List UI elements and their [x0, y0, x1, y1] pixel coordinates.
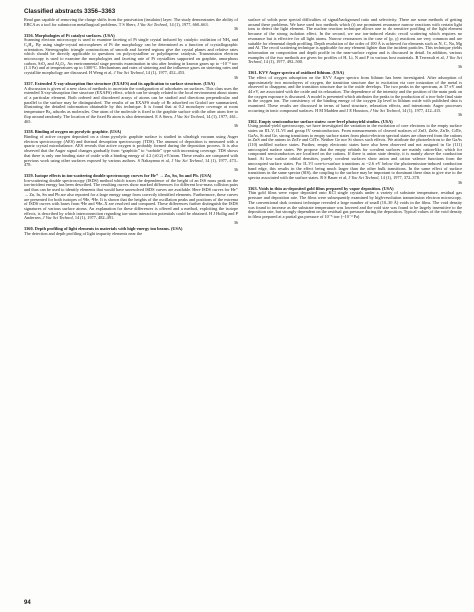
abstract-section-number: 36 — [233, 166, 238, 172]
abstract-text: Binding of active oxygen deposited on a clean pyrolytic graphite surface is studied in ultrahigh vacuum using Auger electron spectroscopy (AES) and thermal desorption spectroscopy (TDS). The amount of deposition is measured with a quartz crystal microbalance. AES reveals that active oxygen is probably formed during the deposition process. It is also observed that the Auger signal changes gradually from “graphitic” to “carbide” type with increasing coverage. TDS shows that there is only one binding state of oxide with a binding energy of 4.2 (±0.2) eV/atom. These results are compared with previous work using other surfaces exposed by various authors. — [24, 134, 238, 163]
abstract-journal: J Vac Sci Technol, — [173, 113, 206, 119]
abstract-text: Scanning electron microscopy is used to examine faceting of Pt single crystal induced by catalytic oxidation of NH₃ and C₂H₄. By using single-crystal microspheres of Pt the morphology can be determined as a function of crystallographic orientation. Stereographic triangle constructions of smooth and faceted regions give the crystal planes and relative rates which should be directly applicable to questions on polycrystalline or polydisperse catalysts. Transmission electron microscopy is used to examine the morphologies and faceting rate of Pt crystallites supported on graphite, amorphous carbon, SiO₂ and Al₂O₃. An environmental stage permits examination in situ after heating in known gases up to ~10⁻³ torr (1.3 Pa) and at temperatures up to 1300°C. Mechanisms and rates of sintering and the influence gases on sintering rates and crystallite morphology are discussed. — [24, 37, 238, 76]
abstract-journal: J Vac Sci Technol, — [113, 70, 145, 76]
abstract-authors: E A Stern, — [155, 113, 173, 119]
abstract-citation: 14 (1), 1977, 492–500. — [263, 59, 303, 65]
abstract-title: 3356. Morphologies of Pt catalyst surfaces. (USA) — [24, 32, 115, 38]
abstract-text: Thin gold films were vapor deposited onto KCl single crystals under a variety of substrate temperature, residual gas pressure and deposition rate. The films were subsequently examined by high-resolution transmission electron microscopy. The conventional dark contrast technique revealed a large number of small (10–30 Å) voids in the films. The void density was found to increase as the substrate temperature was lowered and the void size was found to be largely insensitive to the deposition rate, but strongly dependent on the residual gas pressure during the deposition. Typical values of the void density in films prepared at a partial gas pressure of 10⁻⁵ torr (~10⁻³ Pa) — [248, 190, 462, 219]
abstract-citation: 14 (1), 1977, 473–478. — [24, 157, 239, 168]
abstract-entry — [248, 18, 462, 70]
abstract-entry — [248, 187, 462, 220]
abstract-entry — [24, 227, 238, 236]
abstract-entry — [24, 82, 238, 129]
abstract-authors: S Nakayama et al, — [137, 157, 170, 163]
abstract-text: Ion-scattering double spectroscopy (ISDS) method which traces the dependence of the height of an ISS mass peak on the ion-incident energy has been described. The resulting curves show marked differences for different low-mass collision pairs and thus can be used to identify elements that would have unresolved ISDS curves are available. Here ISDS curves for He⁺ → Zn, In, Sn and Pb are also reported for a large energy range from correctly identified elements. Furthermore, these curves are presented for both isotopes of ³He, ⁴He. It is shown that the heights of the oscillation peaks and positions of the extrema of ISDS curves with bases from ³He and ⁴He–X are resolved and compared. These differences further distinguish the ISDS signatures of various surface atoms. An explanation for these differences is offered and a method, exploiting the isotope effects, is described by which interconnection regarding ion-atom interaction potentials could be obtained. — [24, 177, 238, 216]
abstract-journal: J Vac Sci Technol, — [248, 54, 462, 65]
abstract-text: The effect of oxygen adsorption on the KVV Auger spectra from lithium has been investigated. After adsorption of approximately two monolayers of oxygen, the transition structure due to excitation via core ionization of the metal is observed to disappear, and the transition structure due to the oxide develops. The two peaks in the spectrum, at 37 eV and 44 eV, are associated with the oxide and its relaxation. The dependence of the intensity and the position of the main peak on the oxygen exposure is discussed. A model is presented which attributes the peaks to the production of a two-hole final state in the oxygen ion. The consistency of the binding energy of the oxygen 2p level in lithium oxide with published data is examined. These results are discussed in terms of band structure, relaxation effects, and interatomic Auger processes occurring in ionic compound surfaces. — [248, 74, 462, 113]
abstract-citation: 14 (1), 1977, 482–491. — [74, 215, 115, 221]
abstract-entry — [24, 34, 238, 81]
abstract-title: 3363. Voids in thin as-deposited gold films prepared by vapor deposition. (USA) — [248, 185, 394, 191]
abstract-entry — [24, 18, 238, 32]
columns — [24, 18, 462, 238]
left-column — [24, 18, 238, 238]
abstract-section-number: 36 — [233, 26, 238, 32]
abstract-authors: H Weng et al, — [89, 70, 113, 76]
page-header: Classified abstracts 3356–3363 — [24, 8, 116, 15]
abstract-authors: B Terreault et al, — [415, 54, 445, 60]
abstract-entry — [248, 71, 462, 118]
abstract-body — [248, 76, 462, 114]
page-number: 94 — [24, 600, 31, 606]
abstract-body — [24, 232, 238, 237]
abstract-entry — [24, 130, 238, 172]
abstract-entry — [248, 120, 462, 186]
abstract-section-number: 36 — [233, 220, 238, 226]
abstract-journal: J Vac Sci Technol, — [171, 157, 204, 163]
abstract-authors: R S Bauer et al, — [320, 174, 348, 180]
abstract-journal: J Vac Sci Technol, — [348, 174, 380, 180]
abstract-body — [24, 38, 238, 76]
abstract-section-number: 36 — [457, 112, 462, 118]
abstract-authors: T S Sherr, — [118, 21, 137, 27]
abstract-title: 3358. Binding of oxygen on pyrolytic graphite. (USA) — [24, 129, 122, 135]
abstract-journal: J Vac Sci Technol, — [369, 107, 401, 113]
abstract-title: 3360. Depth profiling of light elements in materials with high-energy ion beams. (USA) — [24, 226, 183, 232]
abstract-body — [24, 135, 238, 168]
abstract-journal: J Vac Sci Technol, — [42, 215, 74, 221]
abstract-text: A discussion is given of a new class of methods to ascertain the configuration of adsorbates on surfaces. This class uses the extended X-ray-absorption fine structure (EXAFS) effect, which can be simply related to the local environment about atoms of a particular element. Both ordered and disordered arrays of atoms can be studied and directions perpendicular and parallel to the surface may be distinguished. The results of an EXAFS study of Br adsorbed on Grafoil are summarized, illustrating the detailed information obtainable by this technique. It is found that at 0.2 monolayer coverage at room temperature Br₂ adsorbs as molecules. One atom of the molecule is fixed to the graphite surface with the other atom free to flop around randomly. The location of the fixed Br atom is also determined. — [24, 85, 238, 119]
abstract-title: 3361. KVV Auger spectra of oxidized lithium. (USA) — [248, 70, 344, 76]
abstract-title: 3357. Extended X-ray-absorption fine structure (EXAFS) and its application to surface structure. (USA) — [24, 80, 215, 86]
abstract-body — [248, 191, 462, 219]
abstract-authors: H M Madden and J E Houston, — [315, 107, 369, 113]
abstract-text: Using partial-yield spectroscopy, we have investigated the variation in the excitation of core electrons to the empty surface states on III–V, II–VI and group IV semiconductors. From measurements of cleaved surfaces of ZnO, ZnSe, ZnTe, CdTe, GaAs, Si and Ge, strong transitions to empty surface states from photo-electron spectral states are observed from the cations in ZnS and the anions in ZnTe and CdTe. Neither Ge nor Si shows such effects. We attribute the photoelectron to the GaAs (110) unfilled surface states. Further, empty electronic states have also been observed and not assigned in Ge (111) unoccupied surface states. We propose that the empty orbitals for covalent surfaces are mainly cation-like, which for compound semiconductors are localized on the cations. If there is anion state density, it is mainly above the conduction band. At low surface orbital densities, purely covalent surfaces show anion and cation valence functions from the unoccupied surface states. For II–VI core-to-surface transitions at ~2.6 eV below the photoemission-induced conduction band edge, this results in the effect being much larger than the other bulk transitions. In the same effect of surface transitions in the same spectra (SIS), the coupling to the surface may be important to dominant these data to give rise to the spectra associated with the surface states. — [248, 123, 462, 180]
abstract-title: 3362. Empty semiconductor surface states: core-level photoyield studies. (USA) — [248, 118, 393, 124]
abstract-text: surface of solids pose special difficulties of signal/background ratio and selectivity. There are some methods of getting around these problems. We have used two methods which (i) use prominent resonance narrow reactions with certain light ions to detect the light element. The nuclear reaction technique allows one to do sensitive profiling of the light element because of the strong isolation effect. In the second, we use ion-induced elastic recoil scattering which requires no resonance but is effective for all light atoms. Narrow resonances in the case of (p, γ) reactions are very common and are suitable for elemental depth profiling. Depth resolution of the order of 100 Å is achieved for elements such as N, C, Na, Mg and Al. The recoil scattering technique is applicable for any element lighter than the incident particles. This technique yields information on composition and depth profile in the near-surface region and is discussed in detail. In addition, various examples of the two methods are given for profiles of H, Li, N and F in various host materials. — [248, 17, 462, 60]
abstract-citation: 14 (1), 1977, 412–415. — [401, 107, 442, 113]
abstract-journal: J Vac Sci Technol, — [137, 21, 169, 27]
abstract-citation: 14 (1), 1977, 660–663. — [169, 21, 209, 27]
abstract-citation: 14 (1), 1977, 452–453. — [145, 70, 186, 76]
abstract-body — [248, 124, 462, 180]
abstract-citation: 14 (1), 1977, 372–378. — [380, 174, 420, 180]
right-column — [248, 18, 462, 238]
abstract-citation: 14 (1), 1977, 461–465. — [24, 113, 239, 124]
abstract-section-number: 36 — [457, 179, 462, 185]
abstract-text: Read gun capable of removing the charge shifts from the passivation (insulator) layer. The study demonstrates the ability of EBCA as a tool for submicron metallurgical problems. — [24, 17, 238, 27]
abstract-body — [24, 87, 238, 125]
abstract-text: The detection and depth profiling of light impurity elements near the — [24, 230, 143, 236]
abstract-section-number: 36 — [457, 64, 462, 70]
abstract-entry — [24, 174, 238, 226]
abstract-title: 3359. Isotope effects in ion-scattering double spectroscopy curves for He⁺ → Zn, Sn, Sn and Pb. (USA) — [24, 173, 212, 179]
abstract-section-number: 36 — [233, 74, 238, 80]
abstract-section-number: 36 — [233, 123, 238, 129]
abstract-body — [24, 18, 238, 27]
abstract-body — [24, 179, 238, 221]
abstract-body — [248, 18, 462, 65]
abstract-authors: H J Hollig and P Andersen, — [24, 210, 238, 221]
